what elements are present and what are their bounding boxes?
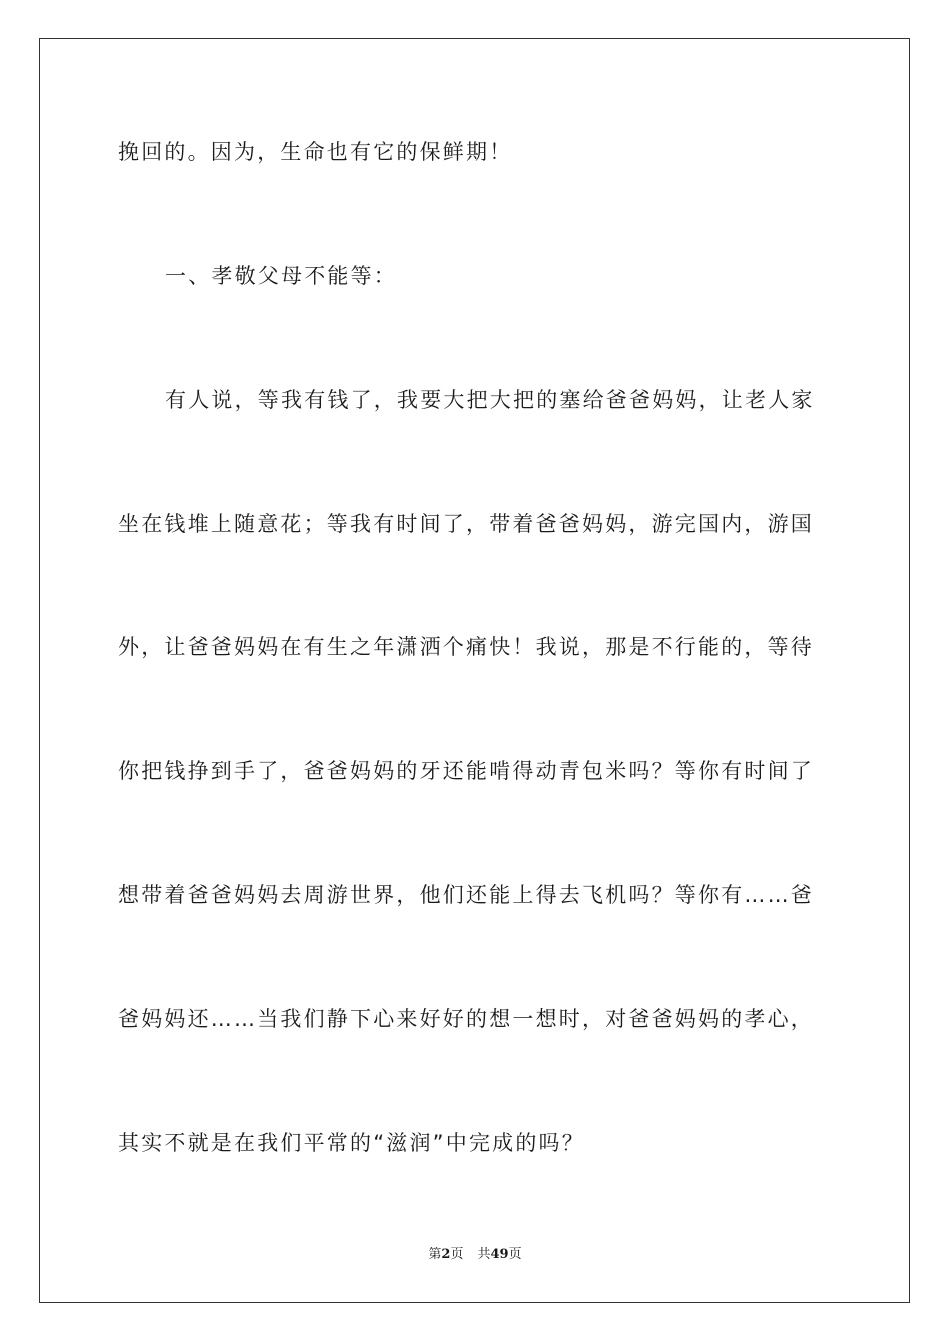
text-line-8: 爸妈妈还……当我们静下心来好好的想一想时，对爸爸妈妈的孝心， (118, 1007, 814, 1031)
page-number: 2 (441, 1247, 451, 1262)
total-pages: 49 (490, 1247, 509, 1262)
page-suffix: 页 (450, 1247, 464, 1262)
page-footer (0, 1246, 950, 1264)
total-prefix: 共 (477, 1247, 491, 1262)
total-suffix: 页 (508, 1247, 522, 1262)
text-line-3: 有人说，等我有钱了，我要大把大把的塞给爸爸妈妈，让老人家 (165, 388, 815, 412)
text-line-6: 你把钱挣到手了，爸爸妈妈的牙还能啃得动青包米吗？等你有时间了 (118, 759, 814, 783)
text-line-7: 想带着爸爸妈妈去周游世界，他们还能上得去飞机吗？等你有……爸 (118, 883, 814, 907)
text-line-1: 挽回的。因为，生命也有它的保鲜期！ (118, 140, 513, 164)
page-prefix: 第 (428, 1247, 442, 1262)
text-line-5: 外，让爸爸妈妈在有生之年潇洒个痛快！我说，那是不行能的，等待 (118, 635, 814, 659)
section-heading: 一、孝敬父母不能等： (165, 264, 397, 288)
text-line-4: 坐在钱堆上随意花；等我有时间了，带着爸爸妈妈，游完国内，游国 (118, 512, 814, 536)
page-border (39, 38, 910, 1303)
text-line-9: 其实不就是在我们平常的“滋润”中完成的吗？ (118, 1131, 585, 1155)
